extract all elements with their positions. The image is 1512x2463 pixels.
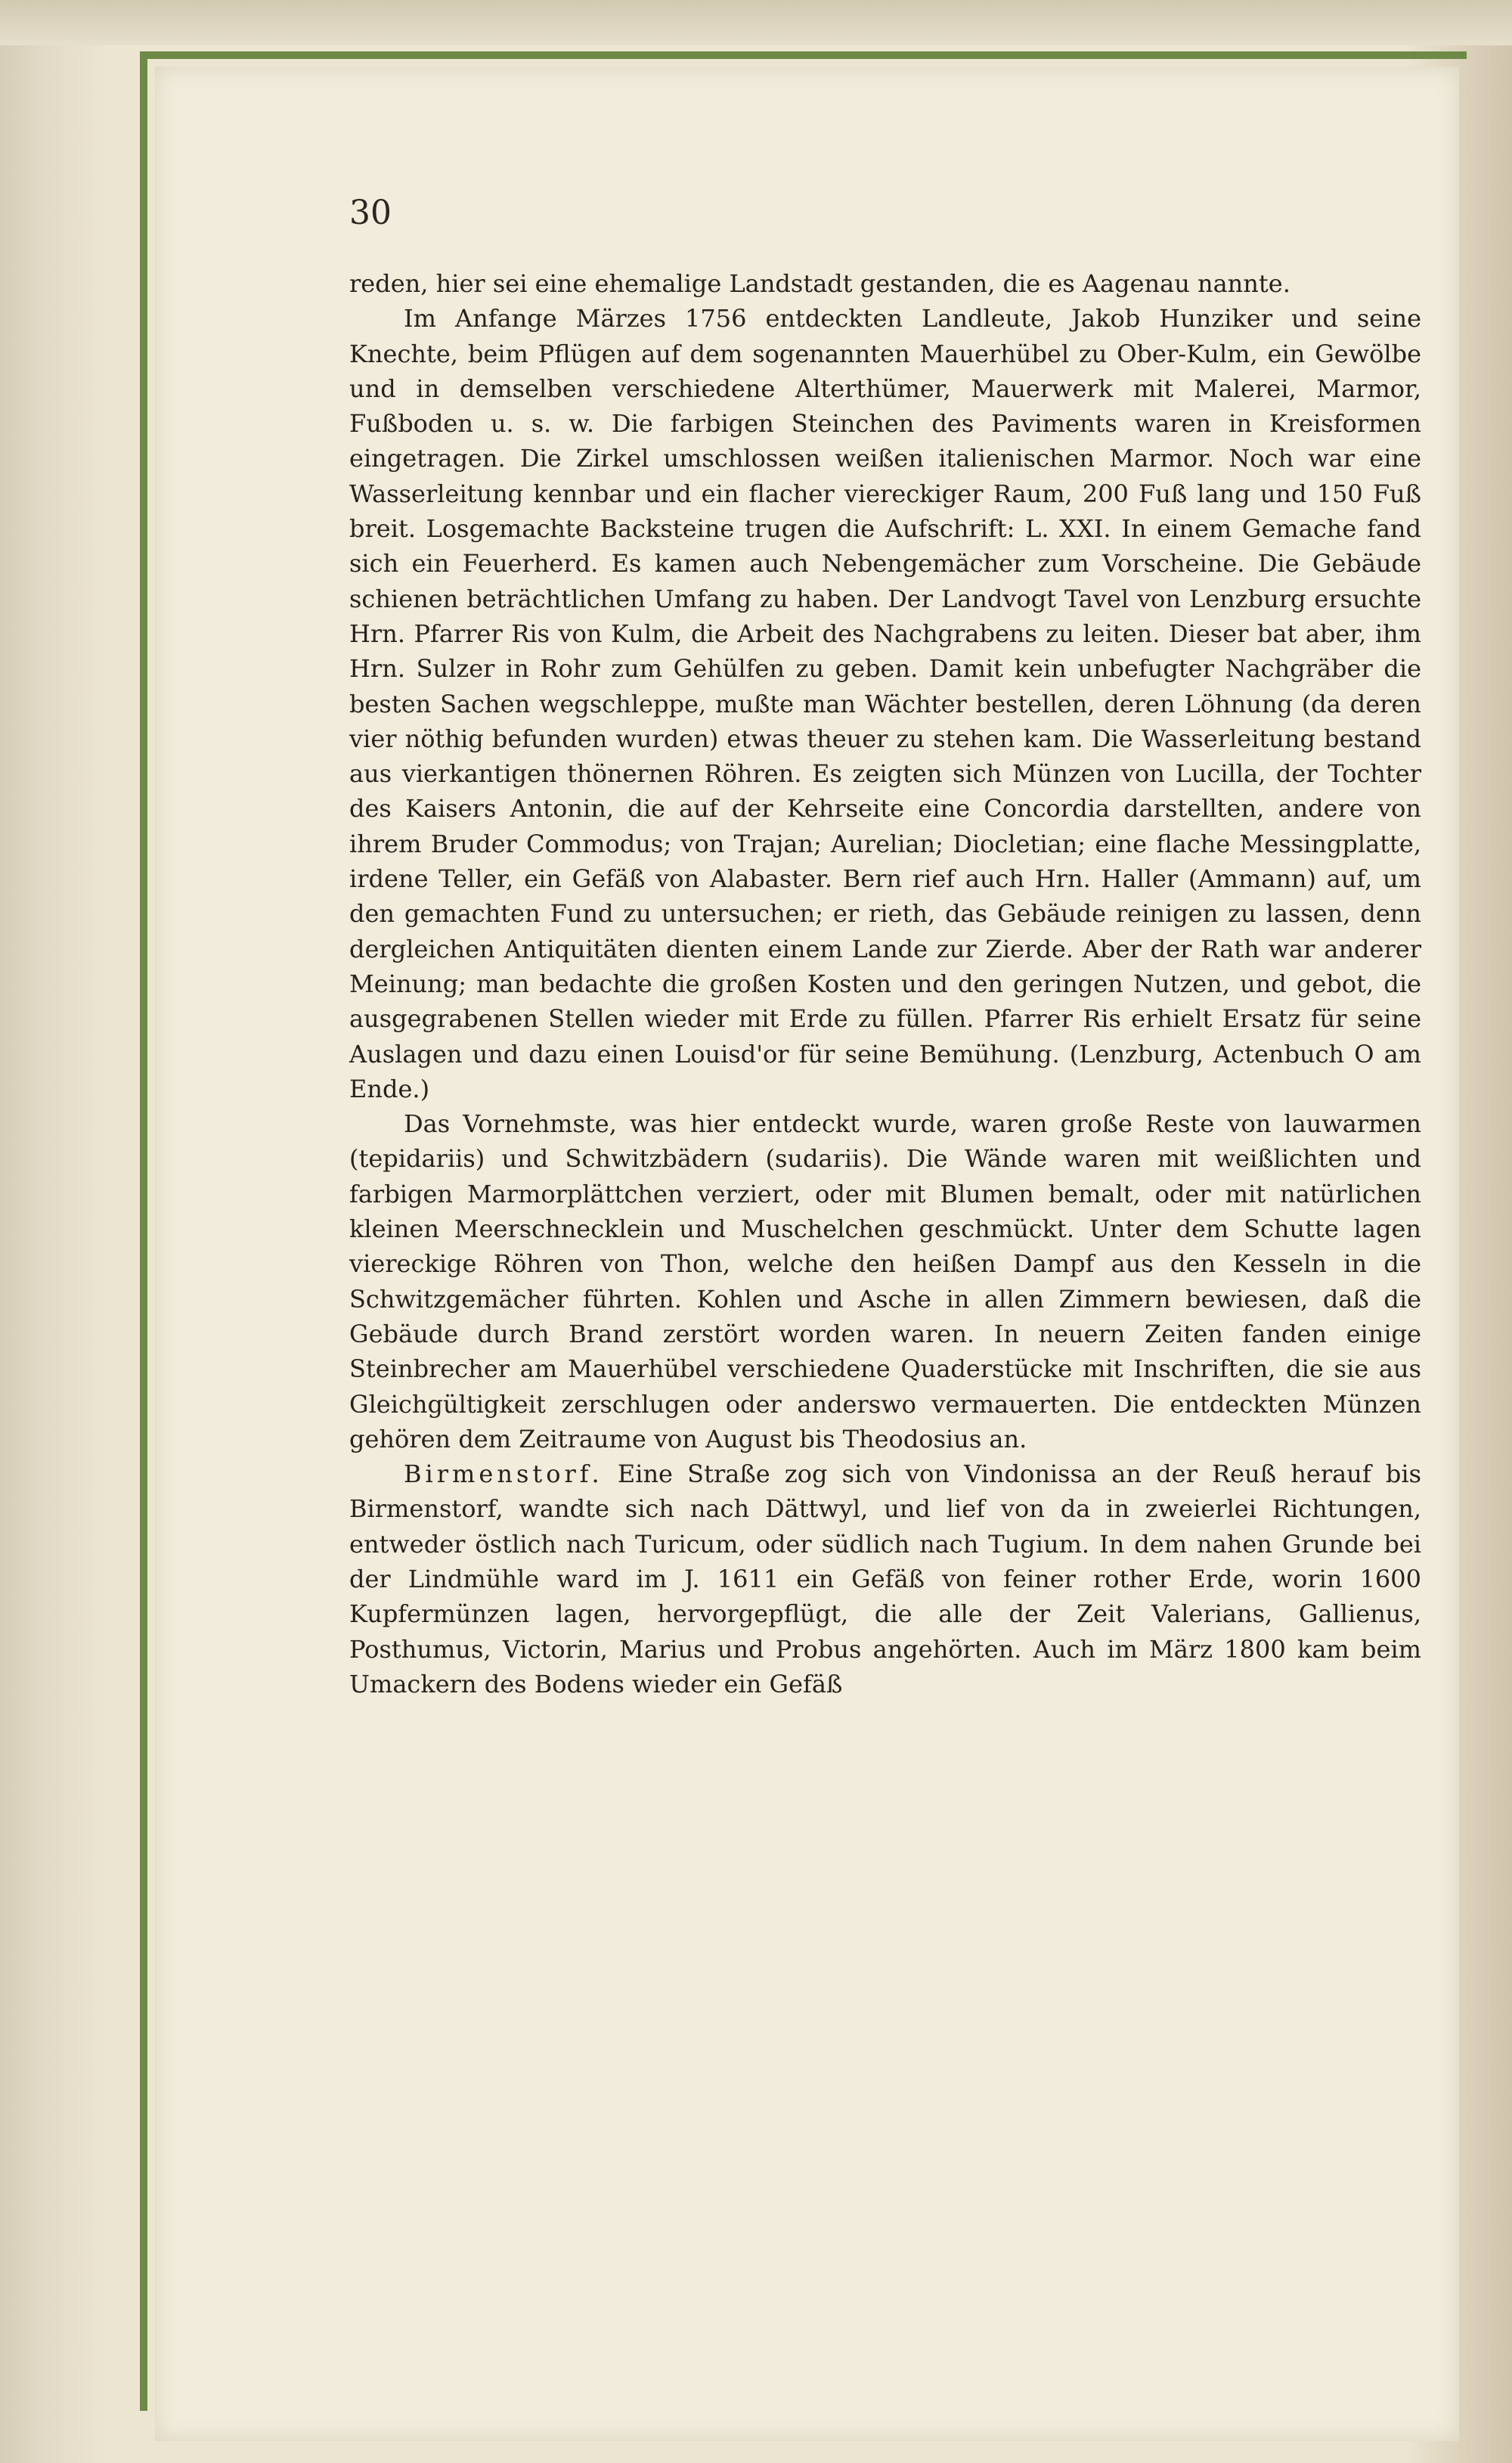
- paragraph-4: [349, 1456, 1421, 1701]
- paragraph-1-text: reden, hier sei eine ehemalige Landstadt gestanden, die es Aagenau nannte.: [349, 269, 1290, 298]
- paragraph-4-lead: Birmenstorf.: [404, 1459, 603, 1489]
- page-number: 30: [349, 194, 392, 232]
- paragraph-4-text: Eine Straße zog sich von Vindonissa an der Reuß herauf bis Birmenstorf, wandte sich nach Dättwyl, und lief von da in zweierlei Richtungen, entweder östlich nach Turicum, oder südlich nach Tugium. In dem nahen Grunde bei der Lindmühle ward im J. 1611 ein Gefäß von feiner rother Erde, worin 1600 Kupfermünzen lagen, hervorgepflügt, die alle der Zeit Valerians, Gallienus, Posthumus, Victorin, Marius und Probus angehörten. Auch im März 1800 kam beim Umackern des Bodens wieder ein Gefäß: [349, 1459, 1421, 1698]
- page-text: [349, 266, 1421, 1701]
- paragraph-3: [349, 1106, 1421, 1456]
- paragraph-3-text: Das Vornehmste, was hier entdeckt wurde, waren große Reste von lauwarmen (tepidariis) und Schwitzbädern (sudariis). Die Wände waren mit weißlichten und farbigen Marmorplättchen verziert, oder mit Blumen bemalt, oder mit natürlichen kleinen Meerschnecklein und Muschelchen geschmückt. Unter dem Schutte lagen viereckige Röhren von Thon, welche den heißen Dampf aus den Kesseln in die Schwitzgemächer führten. Kohlen und Asche in allen Zimmern bewiesen, daß die Gebäude durch Brand zerstört worden waren. In neuern Zeiten fanden einige Steinbrecher am Mauerhübel verschiedene Quaderstücke mit Inschriften, die sie aus Gleichgültigkeit zerschlugen oder anderswo vermauerten. Die entdeckten Münzen gehören dem Zeitraume von August bis Theodosius an.: [349, 1109, 1421, 1453]
- paragraph-2: [349, 301, 1421, 1106]
- book-cover-edge: [0, 0, 1512, 45]
- paragraph-1: [349, 266, 1421, 301]
- paragraph-2-text: Im Anfange Märzes 1756 entdeckten Landleute, Jakob Hunziker und seine Knechte, beim Pflügen auf dem sogenannten Mauerhübel zu Ober-Kulm, ein Gewölbe und in demselben verschiedene Alterthümer, Mauerwerk mit Malerei, Marmor, Fußboden u. s. w. Die farbigen Steinchen des Paviments waren in Kreisformen eingetragen. Die Zirkel umschlossen weißen italienischen Marmor. Noch war eine Wasserleitung kennbar und ein flacher viereckiger Raum, 200 Fuß lang und 150 Fuß breit. Losgemachte Backsteine trugen die Aufschrift: L. XXI. In einem Gemache fand sich ein Feuerherd. Es kamen auch Nebengemächer zum Vorscheine. Die Gebäude schienen beträchtlichen Umfang zu haben. Der Landvogt Tavel von Lenzburg ersuchte Hrn. Pfarrer Ris von Kulm, die Arbeit des Nachgrabens zu leiten. Dieser bat aber, ihm Hrn. Sulzer in Rohr zum Gehülfen zu geben. Damit kein unbefugter Nachgräber die besten Sachen wegschleppe, mußte man Wächter bestellen, deren Löhnung (da deren vier nöthig befunden wurden) etwas theuer zu stehen kam. Die Wasserleitung bestand aus vierkantigen thönernen Röhren. Es zeigten sich Münzen von Lucilla, der Tochter des Kaisers Antonin, die auf der Kehrseite eine Concordia darstellten, andere von ihrem Bruder Commodus; von Trajan; Aurelian; Diocletian; eine flache Messingplatte, irdene Teller, ein Gefäß von Alabaster. Bern rief auch Hrn. Haller (Ammann) auf, um den gemachten Fund zu untersuchen; er rieth, das Gebäude reinigen zu lassen, denn dergleichen Antiquitäten dienten einem Lande zur Zierde. Aber der Rath war anderer Meinung; man bedachte die großen Kosten und den geringen Nutzen, und gebot, die ausgegrabenen Stellen wieder mit Erde zu füllen. Pfarrer Ris erhielt Ersatz für seine Auslagen und dazu einen Louisd'or für seine Bemühung. (Lenzburg, Actenbuch O am Ende.): [349, 304, 1421, 1103]
